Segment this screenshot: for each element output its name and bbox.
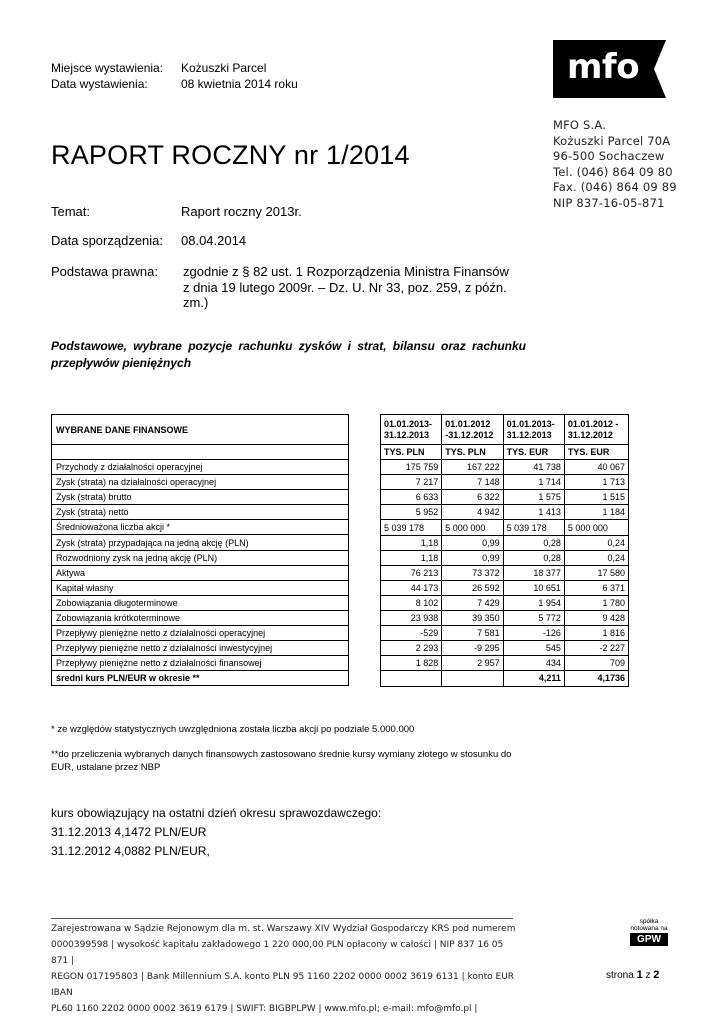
row-value: 41 738 bbox=[503, 460, 564, 475]
company-name: MFO S.A. bbox=[553, 118, 607, 132]
row-value: 1 816 bbox=[564, 626, 628, 641]
row-value bbox=[442, 671, 503, 686]
row-value: 0,24 bbox=[564, 550, 628, 565]
row-value: 76 213 bbox=[381, 565, 442, 580]
table-row bbox=[381, 595, 629, 610]
row-value: 5 039 178 bbox=[381, 520, 442, 535]
company-info bbox=[553, 118, 677, 212]
row-value: 5 000 000 bbox=[564, 520, 628, 535]
row-value: 5 772 bbox=[503, 611, 564, 626]
period-header-2 bbox=[503, 415, 564, 445]
table-row bbox=[381, 520, 629, 535]
row-value: 2 293 bbox=[381, 641, 442, 656]
company-fax: Fax. (046) 864 09 89 bbox=[553, 180, 677, 195]
topic-label: Temat: bbox=[51, 204, 91, 219]
row-value bbox=[381, 671, 442, 686]
row-value: 167 222 bbox=[442, 460, 503, 475]
row-label: Przepływy pieniężne netto z działalności finansowej bbox=[52, 656, 349, 671]
table-unit-spacer bbox=[52, 445, 349, 460]
row-value: 1,18 bbox=[381, 550, 442, 565]
row-value: 8 102 bbox=[381, 595, 442, 610]
row-value: -529 bbox=[381, 626, 442, 641]
period-header-line: 31.12.2013 bbox=[506, 429, 552, 440]
table-row bbox=[52, 565, 349, 580]
period-header-0 bbox=[381, 415, 442, 445]
table-row bbox=[381, 535, 629, 550]
prepared-value: 08.04.2014 bbox=[181, 233, 247, 248]
issue-date-label: Data wystawienia: bbox=[51, 77, 148, 91]
period-header-line: 01.01.2012 bbox=[445, 418, 491, 429]
row-value: 0,24 bbox=[564, 535, 628, 550]
row-value: 40 067 bbox=[564, 460, 628, 475]
row-value: 1 184 bbox=[564, 505, 628, 520]
table-row bbox=[381, 460, 629, 475]
table-row bbox=[381, 626, 629, 641]
row-value: 1 713 bbox=[564, 475, 628, 490]
table-row bbox=[52, 641, 349, 656]
row-label: Przepływy pieniężne netto z działalności operacyjnej bbox=[52, 626, 349, 641]
period-header-1 bbox=[442, 415, 503, 445]
note-shares: * ze względów statystycznych uwzględniona została liczba akcji po podziale 5.000.000 bbox=[51, 724, 415, 735]
row-value: 545 bbox=[503, 641, 564, 656]
period-header-line: -31.12.2012 bbox=[445, 429, 494, 440]
row-value: 4,211 bbox=[503, 671, 564, 686]
row-value: 6 633 bbox=[381, 490, 442, 505]
table-row bbox=[52, 535, 349, 550]
row-label: Rozwodniony zysk na jedną akcję (PLN) bbox=[52, 550, 349, 565]
row-value: 1 515 bbox=[564, 490, 628, 505]
table-row bbox=[52, 580, 349, 595]
table-row bbox=[52, 490, 349, 505]
gpw-badge bbox=[626, 918, 672, 952]
row-value: -126 bbox=[503, 626, 564, 641]
footer-line4: PL60 1160 2202 0000 0002 3619 6179 | SWIFT: BIGBPLPW | www.mfo.pl; e-mail: mfo@mfo.pl | bbox=[51, 1004, 478, 1014]
table-row bbox=[52, 460, 349, 475]
company-address1: Kożuszki Parcel 70A bbox=[553, 133, 671, 148]
table-section-header: WYBRANE DANE FINANSOWE bbox=[52, 415, 349, 445]
page-number bbox=[606, 969, 659, 981]
unit-header-3: TYS. EUR bbox=[564, 445, 628, 460]
closing-rate-2012: 31.12.2012 4,0882 PLN/EUR, bbox=[51, 844, 210, 858]
row-value: 6 371 bbox=[564, 580, 628, 595]
table-row bbox=[381, 656, 629, 671]
row-label: Zobowiązania długoterminowe bbox=[52, 595, 349, 610]
row-value: 5 000 000 bbox=[442, 520, 503, 535]
issue-place-value: Kożuszki Parcel bbox=[181, 61, 267, 75]
row-value: 175 759 bbox=[381, 460, 442, 475]
row-value: 0,99 bbox=[442, 550, 503, 565]
company-tel: Tel. (046) 864 09 80 bbox=[553, 164, 673, 179]
row-value: 5 952 bbox=[381, 505, 442, 520]
row-value: -2 227 bbox=[564, 641, 628, 656]
table-row bbox=[381, 565, 629, 580]
table-row bbox=[52, 595, 349, 610]
period-header-line: 31.12.2012 bbox=[567, 429, 613, 440]
gpw-line2: notowana na bbox=[630, 925, 668, 932]
period-header-line: 01.01.2013- bbox=[506, 418, 555, 429]
table-row bbox=[52, 505, 349, 520]
row-label: Kapitał własny bbox=[52, 580, 349, 595]
legal-basis-label: Podstawa prawna: bbox=[51, 264, 158, 279]
row-value: 709 bbox=[564, 656, 628, 671]
unit-header-1: TYS. PLN bbox=[442, 445, 503, 460]
row-label: Przepływy pieniężne netto z działalności inwestycyjnej bbox=[52, 641, 349, 656]
financial-labels-body bbox=[52, 460, 349, 686]
prepared-label: Data sporządzenia: bbox=[51, 233, 164, 248]
logo-text: mfo bbox=[567, 47, 640, 87]
table-row bbox=[381, 611, 629, 626]
page-sep: z bbox=[645, 970, 651, 981]
row-value: 1 413 bbox=[503, 505, 564, 520]
closing-rates bbox=[51, 804, 381, 861]
period-header-line: 01.01.2012 - bbox=[567, 418, 619, 429]
table-row bbox=[381, 475, 629, 490]
logo-arrow-notch bbox=[654, 40, 666, 98]
table-row bbox=[381, 505, 629, 520]
table-row bbox=[52, 626, 349, 641]
row-value: 7 217 bbox=[381, 475, 442, 490]
legal-basis-line1: zgodnie z § 82 ust. 1 Rozporządzenia Ministra Finansów bbox=[183, 264, 509, 279]
company-address2: 96-500 Sochaczew bbox=[553, 149, 665, 164]
section-subtitle: Podstawowe, wybrane pozycje rachunku zysków i strat, bilansu oraz rachunku przepływów pieniężnych bbox=[51, 339, 526, 370]
row-label: Aktywa bbox=[52, 565, 349, 580]
row-value: -9 295 bbox=[442, 641, 503, 656]
financial-values-body bbox=[381, 460, 629, 686]
row-value: 1 780 bbox=[564, 595, 628, 610]
row-value: 7 581 bbox=[442, 626, 503, 641]
period-header-3 bbox=[564, 415, 628, 445]
row-value: 4,1736 bbox=[564, 671, 628, 686]
table-row bbox=[381, 641, 629, 656]
legal-basis-line2: z dnia 19 lutego 2009r. – Dz. U. Nr 33, poz. 259, z późn. bbox=[183, 279, 507, 295]
row-value: 7 429 bbox=[442, 595, 503, 610]
company-nip: NIP 837-16-05-871 bbox=[553, 195, 665, 210]
unit-header-row bbox=[381, 445, 629, 460]
row-value: 1 714 bbox=[503, 475, 564, 490]
table-row bbox=[381, 490, 629, 505]
row-value: 6 322 bbox=[442, 490, 503, 505]
row-value: 73 372 bbox=[442, 565, 503, 580]
closing-rates-intro: kurs obowiązujący na ostatni dzień okresu sprawozdawczego: bbox=[51, 806, 382, 820]
row-label: Zysk (strata) na działalności operacyjnej bbox=[52, 475, 349, 490]
row-label: Zysk (strata) netto bbox=[52, 505, 349, 520]
footer-line3: REGON 017195803 | Bank Millennium S.A. konto PLN 95 1160 2202 0000 0002 3619 6131 | konto EUR IBAN bbox=[51, 972, 515, 998]
row-value: 44 173 bbox=[381, 580, 442, 595]
table-row bbox=[381, 580, 629, 595]
row-value: 1 575 bbox=[503, 490, 564, 505]
row-label: Zysk (strata) brutto bbox=[52, 490, 349, 505]
period-header-line: 01.01.2013- bbox=[384, 418, 433, 429]
period-header-line: 31.12.2013 bbox=[384, 429, 430, 440]
row-value: 434 bbox=[503, 656, 564, 671]
footer-line2: 0000399598 | wysokość kapitału zakładowego 1 220 000,00 PLN opłacony w całości | NIP 837 16 05 871 | bbox=[51, 940, 504, 966]
table-row bbox=[381, 671, 629, 686]
legal-basis-line3: zm.) bbox=[183, 295, 209, 310]
legal-basis-value bbox=[183, 264, 509, 311]
row-value: 26 592 bbox=[442, 580, 503, 595]
row-label: średni kurs PLN/EUR w okresie ** bbox=[52, 671, 349, 686]
table-row bbox=[52, 671, 349, 686]
report-title: RAPORT ROCZNY nr 1/2014 bbox=[51, 140, 410, 170]
unit-header-0: TYS. PLN bbox=[381, 445, 442, 460]
period-header-row bbox=[381, 415, 629, 445]
page-total: 2 bbox=[653, 969, 660, 981]
row-value: 23 938 bbox=[381, 611, 442, 626]
issue-date-value: 08 kwietnia 2014 roku bbox=[181, 77, 298, 91]
table-row bbox=[52, 520, 349, 535]
row-value: 10 651 bbox=[503, 580, 564, 595]
row-value: 39 350 bbox=[442, 611, 503, 626]
row-value: 1 828 bbox=[381, 656, 442, 671]
table-row bbox=[52, 550, 349, 565]
page-current: 1 bbox=[636, 969, 643, 981]
financial-values-table bbox=[380, 414, 629, 687]
closing-rate-2013: 31.12.2013 4,1472 PLN/EUR bbox=[51, 825, 207, 839]
row-value: 5 039 178 bbox=[503, 520, 564, 535]
note-exchange-rates bbox=[51, 748, 511, 774]
row-value: 9 428 bbox=[564, 611, 628, 626]
table-row bbox=[381, 550, 629, 565]
topic-value: Raport roczny 2013r. bbox=[181, 204, 302, 219]
row-value: 0,28 bbox=[503, 535, 564, 550]
row-label: Zysk (strata) przypadająca na jedną akcję (PLN) bbox=[52, 535, 349, 550]
row-value: 7 148 bbox=[442, 475, 503, 490]
row-value: 2 957 bbox=[442, 656, 503, 671]
unit-header-2: TYS. EUR bbox=[503, 445, 564, 460]
table-row bbox=[52, 610, 349, 625]
row-label: Średnioważona liczba akcji * bbox=[52, 520, 349, 535]
row-value: 1,18 bbox=[381, 535, 442, 550]
row-label: Zobowiązania krótkoterminowe bbox=[52, 610, 349, 625]
issue-place-label: Miejsce wystawienia: bbox=[51, 61, 164, 75]
financial-labels-table bbox=[51, 414, 349, 686]
table-row bbox=[52, 656, 349, 671]
note-exchange-line1: **do przeliczenia wybranych danych finansowych zastosowano średnie kursy wymiany złotego w stosunku do bbox=[51, 749, 512, 760]
row-value: 4 942 bbox=[442, 505, 503, 520]
footer-registration bbox=[51, 921, 517, 1017]
note-exchange-line2: EUR, ustalane przez NBP bbox=[51, 762, 161, 773]
row-value: 0,99 bbox=[442, 535, 503, 550]
table-row bbox=[52, 475, 349, 490]
gpw-line1: spółka bbox=[639, 918, 659, 925]
row-label: Przychody z działalności operacyjnej bbox=[52, 460, 349, 475]
row-value: 18 377 bbox=[503, 565, 564, 580]
mfo-logo bbox=[553, 40, 666, 98]
footer-divider bbox=[51, 918, 513, 919]
row-value: 1 954 bbox=[503, 595, 564, 610]
row-value: 0,28 bbox=[503, 550, 564, 565]
row-value: 17 580 bbox=[564, 565, 628, 580]
footer-line1: Zarejestrowana w Sądzie Rejonowym dla m. st. Warszawy XIV Wydział Gospodarczy KRS pod numerem bbox=[51, 924, 516, 934]
page-prefix: strona bbox=[606, 970, 634, 981]
gpw-logo: GPW bbox=[630, 933, 668, 946]
